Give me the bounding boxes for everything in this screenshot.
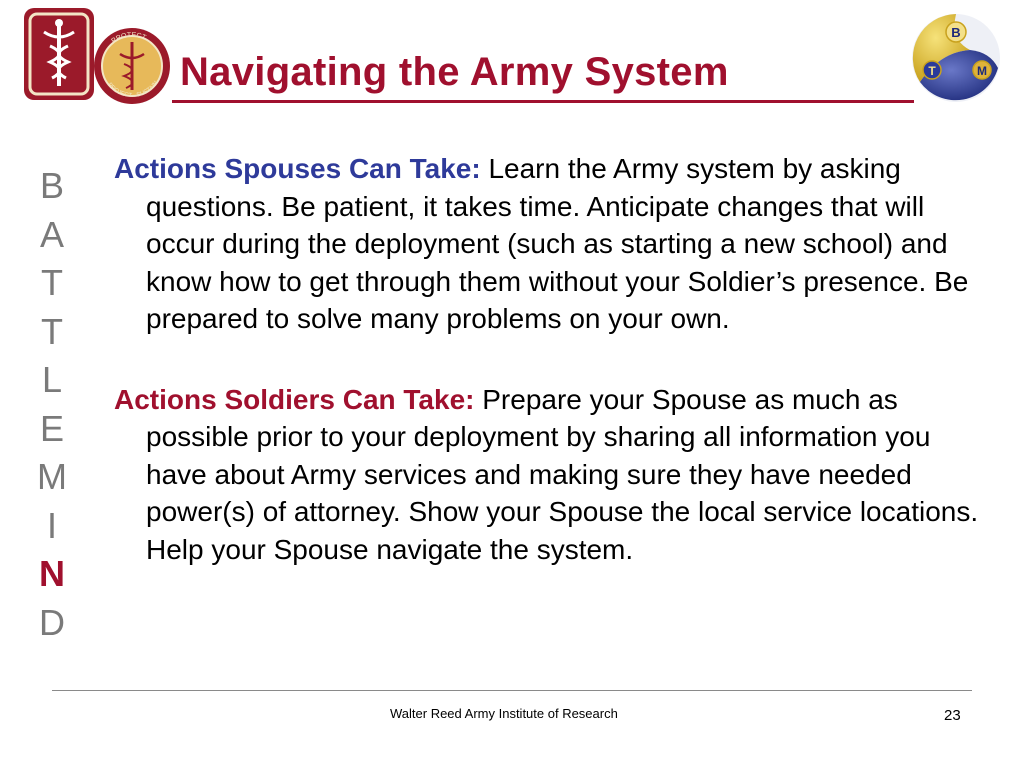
side-letter: I: [46, 504, 57, 546]
side-letter: E: [39, 407, 64, 449]
footer-divider: [52, 690, 972, 691]
soldier-actions-heading: Actions Soldiers Can Take:: [114, 383, 483, 415]
svg-text:PROJECT · SUSTAIN: PROJECT · SUSTAIN: [106, 80, 160, 100]
side-letter-highlight: N: [39, 553, 65, 594]
spouse-actions-paragraph: [114, 150, 984, 338]
soldier-actions-paragraph: [114, 381, 984, 569]
battlemind-vertical-wordmark: [22, 162, 82, 647]
battlemind-btm-logo: [910, 12, 1002, 104]
page-number: 23: [944, 707, 961, 724]
title-underline: [172, 100, 914, 103]
wrair-logos: [22, 6, 172, 108]
side-letter: M: [37, 456, 67, 497]
side-letter: L: [41, 359, 63, 400]
slide-title: Navigating the Army System: [180, 50, 729, 94]
protect-project-sustain-seal-icon: [94, 28, 170, 104]
side-letter: B: [39, 165, 64, 206]
footer-organization: Walter Reed Army Institute of Research: [390, 706, 618, 721]
svg-text:T: T: [928, 64, 936, 78]
svg-text:B: B: [951, 25, 961, 40]
svg-text:M: M: [977, 64, 987, 78]
spouse-actions-text: Learn the Army system by asking questions. Be patient, it takes time. Anticipate changes that will occur during the deployment (such as starting a new school) and know how to get through them without your Soldier’s presence. Be prepared to solve many problems on your own.: [146, 153, 969, 334]
slide-body: [114, 150, 984, 568]
side-letter: T: [41, 262, 63, 303]
spouse-actions-heading: Actions Spouses Can Take:: [114, 153, 489, 184]
caduceus-shield-icon: [24, 8, 94, 100]
side-letter: D: [39, 601, 65, 643]
side-letter: A: [39, 213, 64, 255]
soldier-actions-text: Prepare your Spouse as much as possible prior to your deployment by sharing all information you have about Army services and making sure they have needed power(s) of attorney. Show your Spouse the local service locations. Help your Spouse navigate the system.: [146, 383, 979, 565]
side-letter: T: [41, 310, 63, 352]
svg-text:PROTECT: PROTECT: [110, 31, 147, 46]
